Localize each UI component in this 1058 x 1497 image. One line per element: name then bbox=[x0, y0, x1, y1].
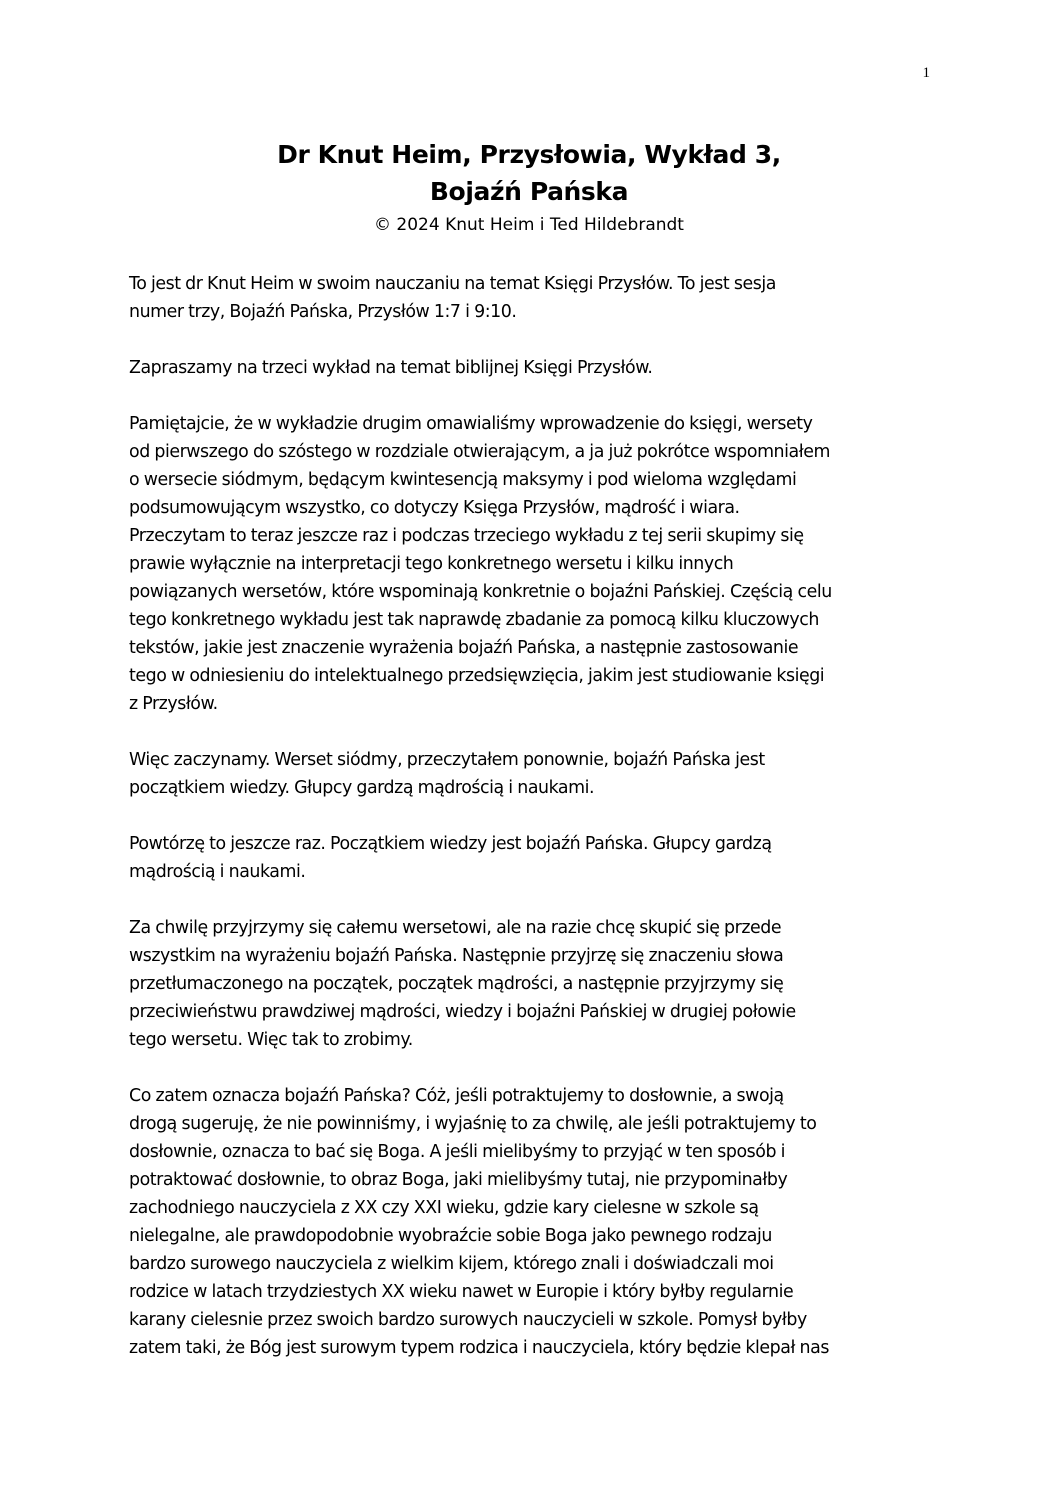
text-line: zatem taki, że Bóg jest surowym typem rodzica i nauczyciela, który będzie klepał nas bbox=[129, 1338, 829, 1358]
title-block bbox=[0, 136, 1058, 239]
text-line: tekstów, jakie jest znaczenie wyrażenia bojaźń Pańska, a następnie zastosowanie bbox=[129, 638, 799, 658]
text-line: bardzo surowego nauczyciela z wielkim kijem, którego znali i doświadczali moi bbox=[129, 1254, 774, 1274]
text-line: Zapraszamy na trzeci wykład na temat biblijnej Księgi Przysłów. bbox=[129, 358, 653, 378]
text-line: nielegalne, ale prawdopodobnie wyobraźcie sobie Boga jako pewnego rodzaju bbox=[129, 1226, 772, 1246]
copyright-notice: © 2024 Knut Heim i Ted Hildebrandt bbox=[374, 215, 684, 235]
paragraph bbox=[129, 410, 949, 718]
text-line: podsumowującym wszystko, co dotyczy Księga Przysłów, mądrość i wiara. bbox=[129, 498, 740, 518]
paragraph bbox=[129, 270, 949, 326]
text-line: przeciwieństwu prawdziwej mądrości, wiedzy i bojaźni Pańskiej w drugiej połowie bbox=[129, 1002, 796, 1022]
text-line: przetłumaczonego na początek, początek mądrości, a następnie przyjrzymy się bbox=[129, 974, 784, 994]
page-number: 1 bbox=[922, 65, 930, 81]
text-line: dosłownie, oznacza to bać się Boga. A jeśli mielibyśmy to przyjąć w ten sposób i bbox=[129, 1142, 786, 1162]
text-line: wszystkim na wyrażeniu bojaźń Pańska. Następnie przyjrzę się znaczeniu słowa bbox=[129, 946, 784, 966]
document-title-line-1: Dr Knut Heim, Przysłowia, Wykład 3, bbox=[277, 140, 781, 169]
text-line: karany cielesnie przez swoich bardzo surowych nauczycieli w szkole. Pomysł byłby bbox=[129, 1310, 807, 1330]
document-body bbox=[129, 270, 949, 1390]
text-line: tego w odniesieniu do intelektualnego przedsięwzięcia, jakim jest studiowanie księgi bbox=[129, 666, 825, 686]
paragraph bbox=[129, 746, 949, 802]
text-line: tego konkretnego wykładu jest tak naprawdę zbadanie za pomocą kilku kluczowych bbox=[129, 610, 819, 630]
text-line: drogą sugeruję, że nie powinniśmy, i wyjaśnię to za chwilę, ale jeśli potraktujemy to bbox=[129, 1114, 817, 1134]
text-line: początkiem wiedzy. Głupcy gardzą mądrością i naukami. bbox=[129, 778, 595, 798]
text-line: o wersecie siódmym, będącym kwintesencją maksymy i pod wieloma względami bbox=[129, 470, 797, 490]
text-line: od pierwszego do szóstego w rozdziale otwierającym, a ja już pokrótce wspomniałem bbox=[129, 442, 830, 462]
text-line: Przeczytam to teraz jeszcze raz i podczas trzeciego wykładu z tej serii skupimy się bbox=[129, 526, 804, 546]
paragraph bbox=[129, 1082, 949, 1362]
text-line: mądrością i naukami. bbox=[129, 862, 306, 882]
paragraph bbox=[129, 914, 949, 1054]
text-line: zachodniego nauczyciela z XX czy XXI wieku, gdzie kary cielesne w szkole są bbox=[129, 1198, 759, 1218]
paragraph bbox=[129, 354, 949, 382]
text-line: z Przysłów. bbox=[129, 694, 218, 714]
text-line: To jest dr Knut Heim w swoim nauczaniu na temat Księgi Przysłów. To jest sesja bbox=[129, 274, 776, 294]
text-line: prawie wyłącznie na interpretacji tego konkretnego wersetu i kilku innych bbox=[129, 554, 734, 574]
text-line: rodzice w latach trzydziestych XX wieku nawet w Europie i który byłby regularnie bbox=[129, 1282, 794, 1302]
text-line: tego wersetu. Więc tak to zrobimy. bbox=[129, 1030, 413, 1050]
text-line: numer trzy, Bojaźń Pańska, Przysłów 1:7 i 9:10. bbox=[129, 302, 517, 322]
document-title-line-2: Bojaźń Pańska bbox=[429, 177, 629, 206]
text-line: Za chwilę przyjrzymy się całemu wersetowi, ale na razie chcę skupić się przede bbox=[129, 918, 782, 938]
text-line: Powtórzę to jeszcze raz. Początkiem wiedzy jest bojaźń Pańska. Głupcy gardzą bbox=[129, 834, 772, 854]
text-line: powiązanych wersetów, które wspominają konkretnie o bojaźni Pańskiej. Częścią celu bbox=[129, 582, 832, 602]
text-line: Pamiętajcie, że w wykładzie drugim omawialiśmy wprowadzenie do księgi, wersety bbox=[129, 414, 813, 434]
paragraph bbox=[129, 830, 949, 886]
text-line: potraktować dosłownie, to obraz Boga, jaki mielibyśmy tutaj, nie przypominałby bbox=[129, 1170, 788, 1190]
text-line: Co zatem oznacza bojaźń Pańska? Cóż, jeśli potraktujemy to dosłownie, a swoją bbox=[129, 1086, 784, 1106]
text-line: Więc zaczynamy. Werset siódmy, przeczytałem ponownie, bojaźń Pańska jest bbox=[129, 750, 765, 770]
